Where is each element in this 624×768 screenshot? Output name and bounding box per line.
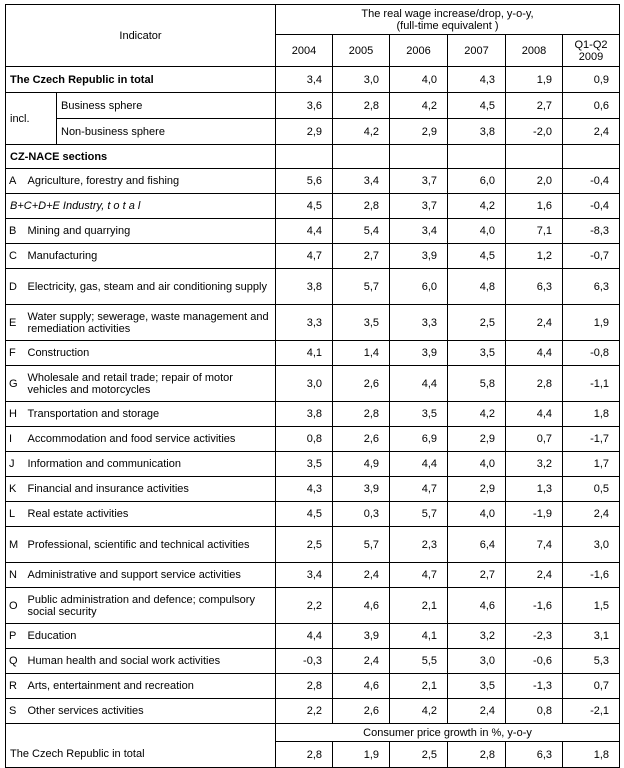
value-cell: 2,4 (563, 119, 620, 145)
section-name: Transportation and storage (24, 402, 276, 427)
value-cell: 0,9 (563, 67, 620, 93)
value-cell: 2,3 (390, 527, 448, 563)
value-cell: 5,8 (448, 366, 506, 402)
table-row (6, 502, 620, 527)
value-cell: 6,4 (448, 527, 506, 563)
value-cell: 1,9 (333, 742, 390, 768)
wage-title-line2: (full-time equivalent ) (396, 19, 499, 32)
value-cell: 3,5 (448, 674, 506, 699)
section-code: G (6, 366, 24, 402)
value-cell: 3,4 (390, 219, 448, 244)
value-cell: -2,0 (506, 119, 563, 145)
value-cell: 3,7 (390, 169, 448, 194)
section-name: Water supply; sewerage, waste management and remediation activities (24, 305, 276, 341)
section-name: Wholesale and retail trade; repair of motor vehicles and motorcycles (24, 366, 276, 402)
section-code: R (6, 674, 24, 699)
value-cell: 4,3 (448, 67, 506, 93)
table-row (6, 145, 620, 169)
value-cell: 4,2 (333, 119, 390, 145)
section-code: I (6, 427, 24, 452)
value-cell: 6,0 (390, 269, 448, 305)
section-code: E (6, 305, 24, 341)
value-cell: 2,5 (390, 742, 448, 768)
table-row (6, 194, 620, 219)
value-cell: 2,7 (333, 244, 390, 269)
value-cell: 6,3 (563, 269, 620, 305)
nonbusiness-label: Non-business sphere (57, 119, 276, 145)
value-cell: 3,4 (333, 169, 390, 194)
year-header: 2006 (390, 35, 448, 67)
value-cell: 2,2 (276, 588, 333, 624)
table-row (6, 699, 620, 724)
value-cell: 2,4 (563, 502, 620, 527)
section-code: L (6, 502, 24, 527)
value-cell: 2,4 (506, 563, 563, 588)
value-cell: 3,6 (276, 93, 333, 119)
value-cell: 2,5 (448, 305, 506, 341)
table-row (6, 477, 620, 502)
value-cell: 0,6 (563, 93, 620, 119)
value-cell: 4,1 (390, 624, 448, 649)
value-cell: 2,9 (276, 119, 333, 145)
value-cell: -0,3 (276, 649, 333, 674)
value-cell: 3,7 (390, 194, 448, 219)
value-cell: 4,2 (390, 699, 448, 724)
value-cell: 4,6 (333, 674, 390, 699)
section-name: Construction (24, 341, 276, 366)
value-cell: 1,4 (333, 341, 390, 366)
value-cell: 5,6 (276, 169, 333, 194)
value-cell: 3,4 (276, 563, 333, 588)
table-row (6, 624, 620, 649)
value-cell: 3,9 (333, 477, 390, 502)
value-cell: 1,5 (563, 588, 620, 624)
value-cell: 0,3 (333, 502, 390, 527)
section-code: O (6, 588, 24, 624)
value-cell: 4,4 (276, 624, 333, 649)
value-cell: 3,0 (333, 67, 390, 93)
value-cell: 4,1 (276, 341, 333, 366)
section-code: D (6, 269, 24, 305)
value-cell: 4,4 (506, 402, 563, 427)
table-row (6, 269, 620, 305)
value-cell: 3,5 (333, 305, 390, 341)
value-cell: 4,6 (448, 588, 506, 624)
value-cell: -0,6 (506, 649, 563, 674)
value-cell: 5,3 (563, 649, 620, 674)
section-name: Professional, scientific and technical activities (24, 527, 276, 563)
value-cell: 2,9 (448, 427, 506, 452)
value-cell: 1,8 (563, 742, 620, 768)
section-name: Public administration and defence; compulsory social security (24, 588, 276, 624)
value-cell: 4,3 (276, 477, 333, 502)
section-name: Accommodation and food service activities (24, 427, 276, 452)
table-row (6, 119, 620, 145)
section-code: S (6, 699, 24, 724)
value-cell: 0,8 (276, 427, 333, 452)
value-cell: -2,3 (506, 624, 563, 649)
section-name: Administrative and support service activities (24, 563, 276, 588)
section-code: J (6, 452, 24, 477)
section-code: B (6, 219, 24, 244)
value-cell: 2,8 (333, 93, 390, 119)
value-cell: -1,6 (506, 588, 563, 624)
value-cell: 0,7 (563, 674, 620, 699)
value-cell: 3,8 (276, 402, 333, 427)
section-name: Human health and social work activities (24, 649, 276, 674)
wage-title-header (276, 5, 620, 35)
section-name: Electricity, gas, steam and air conditioning supply (24, 269, 276, 305)
value-cell: 3,9 (390, 244, 448, 269)
value-cell: 4,2 (390, 93, 448, 119)
value-cell: 2,6 (333, 366, 390, 402)
section-code: K (6, 477, 24, 502)
table-row (6, 366, 620, 402)
table-row (6, 244, 620, 269)
cpi-label: The Czech Republic in total (6, 742, 276, 768)
year-header: Q1-Q2 2009 (563, 35, 620, 67)
table-row (6, 427, 620, 452)
value-cell: 4,9 (333, 452, 390, 477)
table-row (6, 169, 620, 194)
value-cell: 2,4 (333, 563, 390, 588)
indicator-header: Indicator (6, 5, 276, 67)
table-row (6, 588, 620, 624)
value-cell: 3,9 (333, 624, 390, 649)
value-cell: 2,5 (276, 527, 333, 563)
value-cell: 2,4 (506, 305, 563, 341)
value-cell: 2,1 (390, 588, 448, 624)
value-cell: 3,1 (563, 624, 620, 649)
total-label: The Czech Republic in total (6, 67, 276, 93)
value-cell: 5,5 (390, 649, 448, 674)
section-name: Real estate activities (24, 502, 276, 527)
value-cell: 1,3 (506, 477, 563, 502)
value-cell: 3,5 (390, 402, 448, 427)
value-cell: 0,5 (563, 477, 620, 502)
value-cell: -1,6 (563, 563, 620, 588)
value-cell: 1,6 (506, 194, 563, 219)
section-code: Q (6, 649, 24, 674)
value-cell: 3,8 (276, 269, 333, 305)
value-cell: 4,7 (390, 477, 448, 502)
table-row (6, 527, 620, 563)
table-row (6, 649, 620, 674)
value-cell: -1,7 (563, 427, 620, 452)
value-cell: 6,3 (506, 269, 563, 305)
value-cell: 6,9 (390, 427, 448, 452)
value-cell: 1,7 (563, 452, 620, 477)
value-cell: 2,6 (333, 427, 390, 452)
value-cell: 2,8 (506, 366, 563, 402)
value-cell: 4,4 (390, 452, 448, 477)
value-cell: 0,8 (506, 699, 563, 724)
value-cell: -1,3 (506, 674, 563, 699)
value-cell: 4,7 (390, 563, 448, 588)
value-cell: 3,5 (276, 452, 333, 477)
value-cell: 2,6 (333, 699, 390, 724)
value-cell: 0,7 (506, 427, 563, 452)
value-cell: 2,7 (448, 563, 506, 588)
value-cell: -1,1 (563, 366, 620, 402)
value-cell: 4,8 (448, 269, 506, 305)
value-cell: 6,0 (448, 169, 506, 194)
table-row (6, 219, 620, 244)
value-cell: 6,3 (506, 742, 563, 768)
value-cell: 1,8 (563, 402, 620, 427)
value-cell: 3,8 (448, 119, 506, 145)
value-cell: 2,4 (333, 649, 390, 674)
value-cell: 4,0 (390, 67, 448, 93)
value-cell: -0,4 (563, 169, 620, 194)
value-cell: 2,8 (276, 674, 333, 699)
value-cell: 3,2 (506, 452, 563, 477)
value-cell: 2,1 (390, 674, 448, 699)
year-header: 2005 (333, 35, 390, 67)
value-cell: 3,0 (448, 649, 506, 674)
value-cell: 5,7 (333, 527, 390, 563)
value-cell: 2,8 (333, 194, 390, 219)
section-name: Manufacturing (24, 244, 276, 269)
value-cell: 3,2 (448, 624, 506, 649)
value-cell: 5,7 (390, 502, 448, 527)
table-row (6, 93, 620, 119)
value-cell: -8,3 (563, 219, 620, 244)
value-cell: 5,4 (333, 219, 390, 244)
value-cell: 4,0 (448, 502, 506, 527)
table-row (6, 452, 620, 477)
value-cell: 2,9 (390, 119, 448, 145)
table-row (6, 563, 620, 588)
value-cell: 4,5 (276, 502, 333, 527)
value-cell: 2,4 (448, 699, 506, 724)
section-name: Information and communication (24, 452, 276, 477)
section-name: B+C+D+E Industry, t o t a l (6, 194, 276, 219)
year-header: 2007 (448, 35, 506, 67)
business-label: Business sphere (57, 93, 276, 119)
value-cell: 3,3 (390, 305, 448, 341)
value-cell: -0,7 (563, 244, 620, 269)
value-cell: 4,2 (448, 194, 506, 219)
value-cell: 2,7 (506, 93, 563, 119)
value-cell: 4,2 (448, 402, 506, 427)
value-cell: 4,0 (448, 452, 506, 477)
value-cell: -0,8 (563, 341, 620, 366)
value-cell: 4,5 (276, 194, 333, 219)
value-cell: 3,9 (390, 341, 448, 366)
value-cell: 4,4 (506, 341, 563, 366)
value-cell: 2,8 (448, 742, 506, 768)
section-name: Arts, entertainment and recreation (24, 674, 276, 699)
section-code: H (6, 402, 24, 427)
value-cell: -2,1 (563, 699, 620, 724)
value-cell: 2,8 (333, 402, 390, 427)
section-name: Financial and insurance activities (24, 477, 276, 502)
table-row (6, 724, 620, 742)
wage-title-line1: The real wage increase/drop, y-o-y, (361, 7, 534, 20)
value-cell: 1,2 (506, 244, 563, 269)
value-cell: 4,4 (390, 366, 448, 402)
value-cell: 3,3 (276, 305, 333, 341)
value-cell: 5,7 (333, 269, 390, 305)
table-row (6, 674, 620, 699)
value-cell: 2,8 (276, 742, 333, 768)
value-cell: 4,6 (333, 588, 390, 624)
table-row (6, 305, 620, 341)
value-cell: 3,0 (276, 366, 333, 402)
section-code: F (6, 341, 24, 366)
value-cell: 7,1 (506, 219, 563, 244)
sections-heading: CZ-NACE sections (6, 145, 276, 169)
value-cell: 3,0 (563, 527, 620, 563)
value-cell: 1,9 (563, 305, 620, 341)
value-cell: 1,9 (506, 67, 563, 93)
value-cell: 7,4 (506, 527, 563, 563)
section-name: Other services activities (24, 699, 276, 724)
section-code: C (6, 244, 24, 269)
value-cell: 2,9 (448, 477, 506, 502)
table-row (6, 742, 620, 768)
value-cell: 2,2 (276, 699, 333, 724)
section-code: N (6, 563, 24, 588)
cpi-heading: Consumer price growth in %, y-o-y (276, 724, 620, 742)
value-cell: 2,0 (506, 169, 563, 194)
value-cell: 4,7 (276, 244, 333, 269)
value-cell: 4,4 (276, 219, 333, 244)
section-code: M (6, 527, 24, 563)
year-header: 2004 (276, 35, 333, 67)
wage-table (5, 4, 620, 768)
section-name: Agriculture, forestry and fishing (24, 169, 276, 194)
section-code: P (6, 624, 24, 649)
section-name: Mining and quarrying (24, 219, 276, 244)
table-row (6, 67, 620, 93)
table-row (6, 402, 620, 427)
section-code: A (6, 169, 24, 194)
incl-label: incl. (6, 93, 57, 145)
value-cell: 3,5 (448, 341, 506, 366)
value-cell: -1,9 (506, 502, 563, 527)
year-header: 2008 (506, 35, 563, 67)
value-cell: 4,5 (448, 244, 506, 269)
value-cell: 4,5 (448, 93, 506, 119)
value-cell: 4,0 (448, 219, 506, 244)
value-cell: -0,4 (563, 194, 620, 219)
table-row (6, 341, 620, 366)
section-name: Education (24, 624, 276, 649)
value-cell: 3,4 (276, 67, 333, 93)
